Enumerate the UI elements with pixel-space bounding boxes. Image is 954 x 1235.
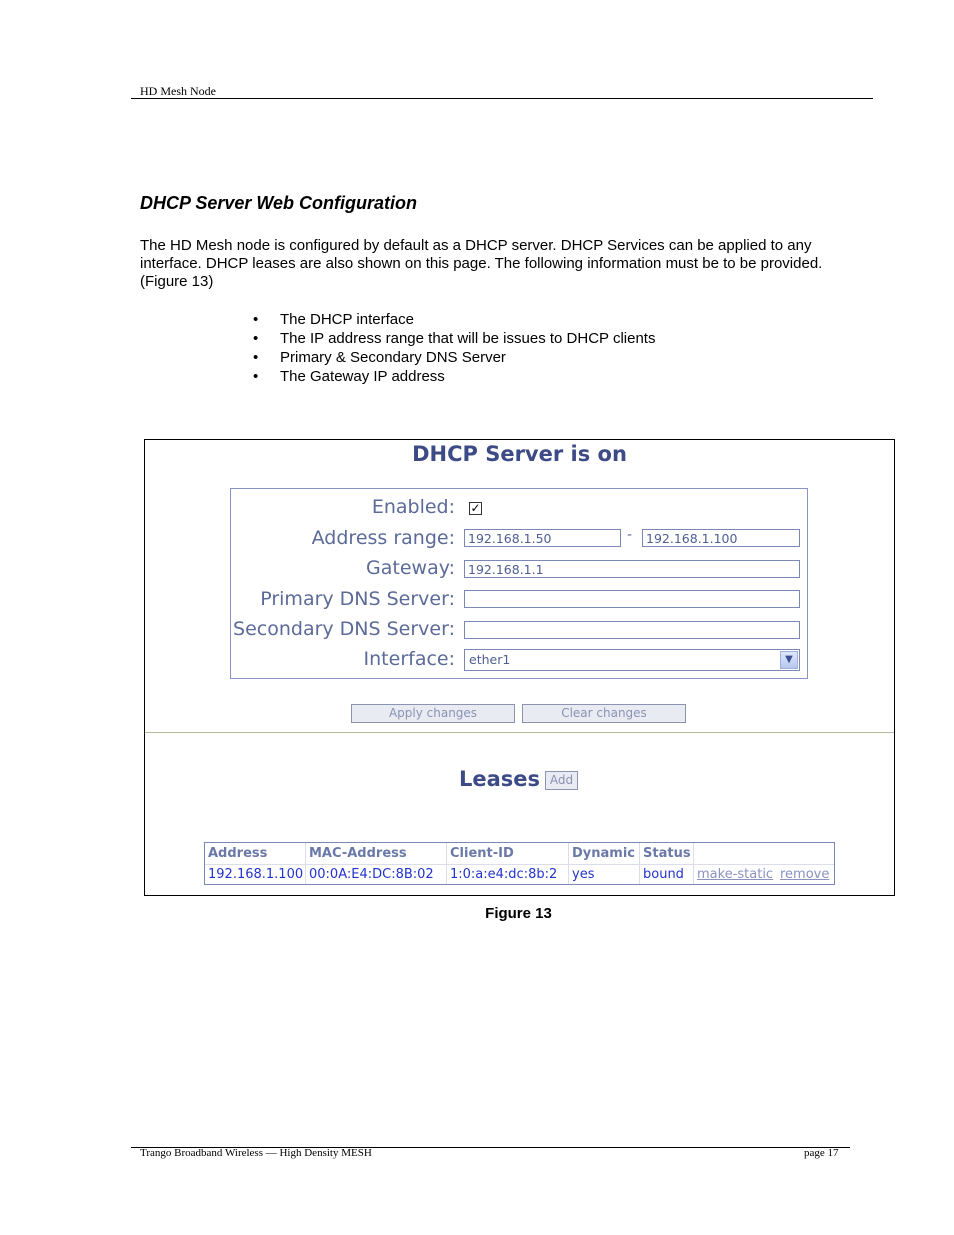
range-separator: - bbox=[627, 527, 633, 543]
enabled-label: Enabled: bbox=[371, 496, 455, 518]
lease-client-id: 1:0:a:e4:dc:8b:2 bbox=[450, 867, 558, 882]
dhcp-settings-form bbox=[230, 488, 808, 679]
column-header: MAC-Address bbox=[309, 846, 407, 861]
lease-address: 192.168.1.100 bbox=[208, 867, 304, 882]
gateway-input[interactable]: 192.168.1.1 bbox=[464, 560, 800, 578]
column-separator bbox=[693, 843, 694, 884]
primary-dns-input[interactable] bbox=[464, 590, 800, 608]
lease-status: bound bbox=[643, 867, 684, 882]
figure-caption: Figure 13 bbox=[485, 905, 552, 922]
enabled-checkbox[interactable]: ✓ bbox=[470, 501, 481, 515]
list-item: • The IP address range that will be issues to DHCP clients bbox=[250, 329, 655, 348]
leases-title: Leases bbox=[459, 767, 541, 791]
remove-link[interactable]: remove bbox=[780, 867, 830, 882]
interface-select[interactable] bbox=[464, 649, 800, 671]
lease-dynamic: yes bbox=[572, 867, 595, 882]
clear-changes-button[interactable]: Clear changes bbox=[522, 704, 686, 723]
list-item: • The DHCP interface bbox=[250, 310, 655, 329]
running-header: HD Mesh Node bbox=[140, 84, 216, 98]
column-header: Status bbox=[643, 846, 691, 861]
list-item: • The Gateway IP address bbox=[250, 367, 655, 386]
header-rule bbox=[131, 98, 873, 99]
footer-left: Trango Broadband Wireless — High Density MESH bbox=[140, 1147, 372, 1159]
dhcp-screenshot-figure bbox=[144, 439, 895, 896]
apply-changes-button[interactable]: Apply changes bbox=[351, 704, 515, 723]
column-header: Client-ID bbox=[450, 846, 514, 861]
dhcp-status-title: DHCP Server is on bbox=[412, 442, 627, 466]
make-static-link[interactable]: make-static bbox=[697, 867, 774, 882]
section-title: DHCP Server Web Configuration bbox=[140, 193, 418, 213]
leases-table bbox=[204, 842, 835, 885]
gateway-label: Gateway: bbox=[366, 557, 455, 579]
interface-label: Interface: bbox=[363, 648, 455, 670]
page-number: page 17 bbox=[804, 1147, 839, 1159]
chevron-down-icon[interactable]: ▼ bbox=[780, 651, 798, 669]
lease-mac: 00:0A:E4:DC:8B:02 bbox=[309, 867, 434, 882]
section-divider bbox=[145, 732, 894, 733]
column-separator bbox=[305, 843, 306, 884]
column-header: Address bbox=[208, 846, 268, 861]
address-range-label: Address range: bbox=[311, 527, 455, 549]
intro-paragraph: The HD Mesh node is configured by default as a DHCP server. DHCP Services can be applied to any interface. DHCP leases are also shown on this page. The following information must be to be provided. (Figure 13) bbox=[140, 237, 823, 290]
column-header: Dynamic bbox=[572, 846, 636, 861]
column-separator bbox=[568, 843, 569, 884]
range-start-input[interactable]: 192.168.1.50 bbox=[464, 529, 621, 547]
add-lease-button[interactable]: Add bbox=[545, 771, 578, 790]
secondary-dns-input[interactable] bbox=[464, 621, 800, 639]
column-separator bbox=[639, 843, 640, 884]
range-end-input[interactable]: 192.168.1.100 bbox=[642, 529, 800, 547]
interface-value: ether1 bbox=[469, 652, 511, 667]
column-separator bbox=[446, 843, 447, 884]
primary-dns-label: Primary DNS Server: bbox=[260, 588, 455, 610]
secondary-dns-label: Secondary DNS Server: bbox=[233, 618, 455, 640]
list-item: • Primary & Secondary DNS Server bbox=[250, 348, 655, 367]
requirements-list bbox=[250, 310, 655, 386]
